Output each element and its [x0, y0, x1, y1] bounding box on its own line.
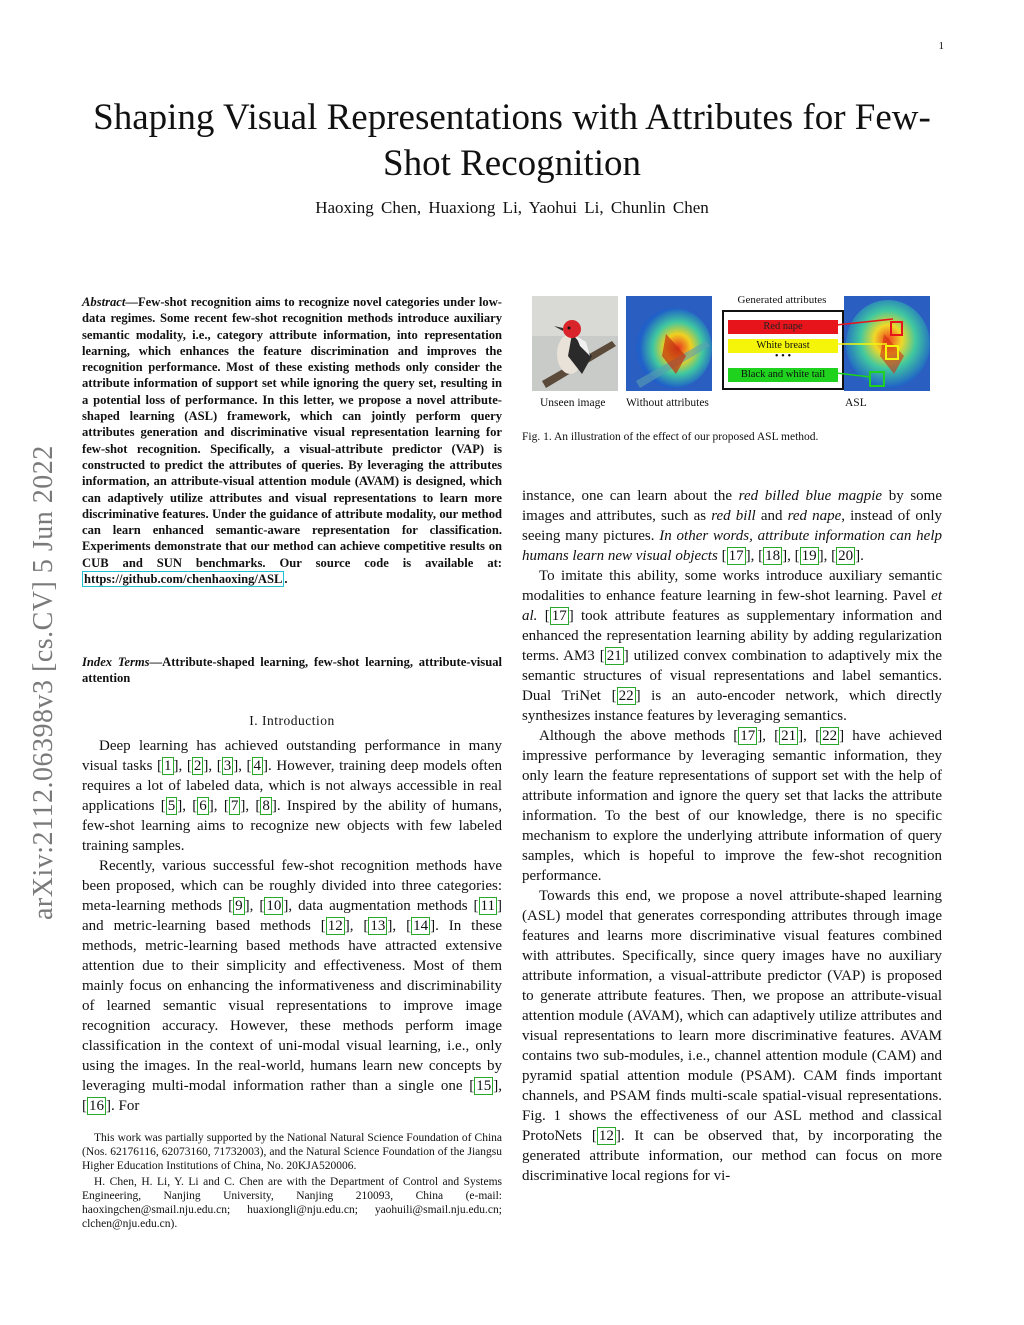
affiliation-note: H. Chen, H. Li, Y. Li and C. Chen are with the Department of Control and Systems Engineering, Nanjing University, Nanjing 210093, China (e-mail: haoxingchen@smail.nju.edu.cn; huaxiongli@nju.edu.cn; yaohuili@smail.nju.edu.cn; clchen@nju.edu.cn). — [82, 1175, 502, 1231]
text-run: . However, training deep models often requires a lot of labeled data, which is not always accessible in real applications — [82, 758, 502, 814]
arxiv-identifier: arXiv:2112.06398v3 [cs.CV] 5 Jun 2022 — [28, 445, 59, 920]
citation-link[interactable]: 17 — [728, 548, 744, 564]
text-run — [718, 548, 722, 564]
citation-link[interactable]: 18 — [765, 548, 781, 564]
citation-link[interactable]: 12 — [598, 1128, 614, 1144]
italic-run: In other words, attribute information can help humans learn new visual objects — [522, 528, 942, 564]
citation-link[interactable]: 21 — [606, 648, 622, 664]
footnote — [82, 1131, 502, 1232]
abstract-label: Abstract — [82, 295, 126, 309]
source-code-link[interactable]: https://github.com/chenhaoxing/ASL — [84, 572, 283, 587]
text-run: Deep learning has achieved outstanding performance in many visual tasks — [82, 738, 502, 774]
text-run: . It can be observed that, by incorporating the generated attribute information, our method can focus on more discriminative local regions for vi- — [522, 1128, 942, 1184]
attribute-red-nape: Red nape — [728, 320, 838, 334]
text-run: To imitate this ability, some works introduce auxiliary semantic modalities to enhance feature learning in few-shot learning. Pavel — [522, 568, 942, 604]
citation-link[interactable]: 4 — [253, 758, 262, 774]
abstract-text: —Few-shot recognition aims to recognize novel categories under low-data regimes. Some recent few-shot recognition methods introduce auxiliary semantic modality, i.e., category attribute information, into representation learning, which enhances the feature discrimination and improves the recognition performance. Most of these existing methods only consider the attribute information of support set while ignoring the query set, resulting in a potential loss of performance. In this letter, we propose a novel attribute-shaped learning (ASL) framework, which can jointly perform query attributes generation and discriminative visual representation learning for few-shot recognition. Specifically, a visual-attribute predictor (VAP) is constructed to predict the attributes of queries. By leveraging the attributes information, an attribute-visual attention module (AVAM) is designed, which can adaptively utilize attributes and visual representations to learn more discriminative features. Under the guidance of attribute modality, our method can learn enhanced semantic-aware representation for classification. Experiments demonstrate that our method can achieve competitive results on CUB and SUN benchmarks. Our source code is available at: — [82, 295, 502, 570]
citation-link[interactable]: 3 — [223, 758, 232, 774]
abstract-end: . — [284, 572, 288, 587]
figure-caption: Fig. 1. An illustration of the effect of our proposed ASL method. — [522, 431, 819, 443]
citation-link[interactable]: 22 — [618, 688, 634, 704]
citation-link[interactable]: 20 — [838, 548, 854, 564]
citation-link[interactable]: 21 — [781, 728, 797, 744]
figure-label-asl: ASL — [845, 397, 867, 409]
text-run: utilized convex combination to adaptively mix the semantic structures of visual representations and label semantics. Dual TriNet — [522, 648, 943, 704]
intro-paragraph-2: Recently, various successful few-shot recognition methods have been proposed, which can be roughly divided into three categories: meta-learning methods [ 9 ], [ 10 ], data augmentation methods [ 11 ] and metric-learning based methods [ 12 ], [ 13 ], [ 14 ]. In these methods, metric-learning based methods have attracted extensive attention due to their simplicity and effectiveness. Most of them mainly focus on enhancing the informativeness and discriminability of learned semantic visual representations to improve image recognition accuracy. However, these methods perform image classification in the context of uni-modal visual learning, i.e., only using the images. In the real-world, humans learn new concepts by leveraging multi-modal information rather than a single one [ 15 ], [ 16 ]. For — [82, 858, 502, 1114]
figure-label-unseen: Unseen image — [540, 397, 606, 409]
text-run: is an auto-encoder network, which directly synthesizes instance features by leveraging semantics. — [522, 688, 943, 724]
citation-link[interactable]: 22 — [822, 728, 838, 744]
attribute-white-breast: White breast — [728, 339, 838, 353]
citation-link[interactable]: 9 — [235, 898, 243, 914]
text-run: . Inspired by the ability of humans, few-shot learning aims to recognize new objects with few labeled training samples. — [82, 798, 503, 854]
text-run: . For — [111, 1098, 140, 1114]
text-run: by some images and attributes, such as — [522, 488, 942, 524]
author-list: Haoxing Chen, Huaxiong Li, Yaohui Li, Chunlin Chen — [315, 198, 709, 217]
page-number: 1 — [938, 40, 944, 52]
citation-link[interactable]: 12 — [327, 918, 343, 934]
right-column-text — [522, 486, 942, 1186]
text-run: , data augmentation methods — [288, 898, 474, 914]
attribute-ellipsis: • • • — [774, 351, 792, 362]
attribute-connectors — [530, 292, 934, 392]
italic-run: red bill — [711, 508, 756, 524]
right-paragraph-3: Although the above methods [ 17 ], [ 21 ], [ 22 ] have achieved impressive performance by leveraging semantic information, they only learn the feature representations of support set with the help of attribute information and ignore the query set that lacks the attribute information. To the best of our knowledge, there is no specific mechanism to explore the underlying attribute information of query samples, which is hopeful to improve the few-shot recognition performance. — [522, 728, 943, 884]
citation-link[interactable]: 17 — [551, 608, 567, 624]
intro-text — [82, 736, 502, 1116]
citation-link[interactable]: 17 — [740, 728, 756, 744]
attribute-black-white-tail: Black and white tail — [728, 368, 838, 382]
intro-paragraph-1: Deep learning has achieved outstanding performance in many visual tasks [ 1 ], [ 2 ], [ 3 ], [ 4 ]. However, training deep models often requires a lot of labeled data, which is not always accessible in real applications [ 5 ], [ 6 ], [ 7 ], [ 8 ]. Inspired by the ability of humans, few-shot learning aims to recognize new objects with few labeled training samples. — [82, 738, 503, 854]
citation-link[interactable]: 15 — [476, 1078, 492, 1094]
citation-link[interactable]: 19 — [801, 548, 817, 564]
index-terms-text: —Attribute-shaped learning, few-shot learning, attribute-visual attention — [82, 655, 502, 686]
paper-title: Shaping Visual Representations with Attributes for Few-Shot Recognition — [93, 97, 931, 184]
citation-link[interactable]: 6 — [199, 798, 207, 814]
text-run: . In these methods, metric-learning based methods have attracted extensive attention due to their simplicity and effectiveness. Most of them mainly focus on enhancing the informativeness and discriminability of learned semantic visual representations to improve image recognition accuracy. However, these methods perform image classification in the context of uni-modal visual learning, i.e., only using the images. In the real-world, humans learn new concepts by leveraging multi-modal information rather than a single one — [82, 918, 502, 1094]
citation-link[interactable]: 5 — [167, 798, 176, 814]
citation-link[interactable]: 11 — [480, 898, 495, 914]
text-run: Although the above methods — [539, 728, 734, 744]
section-heading: I. Introduction — [249, 713, 335, 728]
italic-run: et al. — [522, 588, 942, 624]
text-run: instance, one can learn about the — [522, 488, 739, 504]
generated-attributes-heading: Generated attributes — [737, 294, 827, 306]
citation-link[interactable]: 8 — [262, 798, 270, 814]
right-paragraph-1: instance, one can learn about the red billed blue magpie by some images and attributes, such as red bill and red nape, instead of only seeing many pictures. In other words, attribute information can help humans learn new visual objects [ 17 ], [ 18 ], [ 19 ], [ 20 ]. — [522, 488, 942, 564]
index-terms — [82, 654, 502, 687]
text-run: and — [755, 508, 788, 524]
citation-link[interactable]: 16 — [89, 1098, 104, 1114]
text-run: , instead of only seeing many pictures. — [522, 508, 942, 544]
text-run: and metric-learning based methods — [82, 918, 321, 934]
citation-link[interactable]: 13 — [370, 918, 386, 934]
text-run: took attribute features as supplementary information and enhanced the representation learning ability by adding regularization terms. AM3 — [522, 608, 942, 664]
figure-1 — [530, 292, 934, 418]
citation-link[interactable]: 14 — [413, 918, 429, 934]
funding-note: This work was partially supported by the National Natural Science Foundation of China (Nos. 62176116, 62073160, 71732003), and the Natural Science Foundation of the Jiangsu Higher Education Institutions of China, No. 20KJA520006. — [82, 1132, 502, 1173]
text-run — [537, 608, 544, 624]
index-terms-label: Index Terms — [82, 655, 150, 669]
right-paragraph-2: To imitate this ability, some works introduce auxiliary semantic modalities to enhance feature learning in few-shot learning. Pavel et al. [ 17 ] took attribute features as supplementary information and enhanced the representation learning ability by adding regularization terms. AM3 [ 21 ] utilized convex combination to adaptively mix the semantic structures of visual representations and label semantics. Dual TriNet [ 22 ] is an auto-encoder network, which directly synthesizes instance features by leveraging semantics. — [522, 568, 943, 724]
text-run: have achieved impressive performance by leveraging semantic information, they only learn the feature representations of support set with the help of attribute information and ignore the query set that lacks the attribute information. To the best of our knowledge, there is no specific mechanism to explore the underlying attribute information of query samples, which is hopeful to improve the few-shot recognition performance. — [522, 728, 943, 884]
citation-link[interactable]: 2 — [193, 758, 202, 774]
abstract — [82, 294, 502, 587]
italic-run: red nape — [787, 508, 842, 524]
text-run: Recently, various successful few-shot recognition methods have been proposed, which can be roughly divided into three categories: meta-learning methods — [82, 858, 502, 914]
citation-link[interactable]: 10 — [266, 898, 282, 914]
text-run: Towards this end, we propose a novel attribute-shaped learning (ASL) model that generates corresponding attributes through image features and learns more discriminative visual features combined with attributes. Specifically, since query images have no auxiliary attribute information, a visual-attribute predictor (VAP) is proposed to generate attribute features. Then, we propose an attribute-visual attention module (AVAM), which can adaptively utilize attributes and visual representations to learn more discriminative features. AVAM contains two sub-modules, i.e., channel attention module (CAM) and pyramid spatial attention module (PSAM). CAM finds important channels, and PSAM finds multi-scale spatial-visual representations. Fig. 1 shows the effectiveness of our ASL method and classical ProtoNets — [522, 888, 942, 1144]
right-paragraph-4: Towards this end, we propose a novel attribute-shaped learning (ASL) model that generates corresponding attributes through image features and learns more discriminative visual features combined with attributes. Specifically, since query images have no auxiliary attribute information, a visual-attribute predictor (VAP) is proposed to generate attribute features. Then, we propose an attribute-visual attention module (AVAM), which can adaptively utilize attributes and visual representations to learn more discriminative features. AVAM contains two sub-modules, i.e., channel attention module (CAM) and pyramid spatial attention module (PSAM). CAM finds important channels, and PSAM finds multi-scale spatial-visual representations. Fig. 1 shows the effectiveness of our ASL method and classical ProtoNets [ 12 ]. It can be observed that, by incorporating the generated attribute information, our method can focus on more discriminative local regions for vi- — [522, 888, 942, 1184]
citation-link[interactable]: 7 — [230, 798, 239, 814]
italic-run: red billed blue magpie — [738, 488, 883, 504]
citation-link[interactable]: 1 — [164, 758, 172, 774]
figure-label-without-attributes: Without attributes — [626, 397, 709, 409]
